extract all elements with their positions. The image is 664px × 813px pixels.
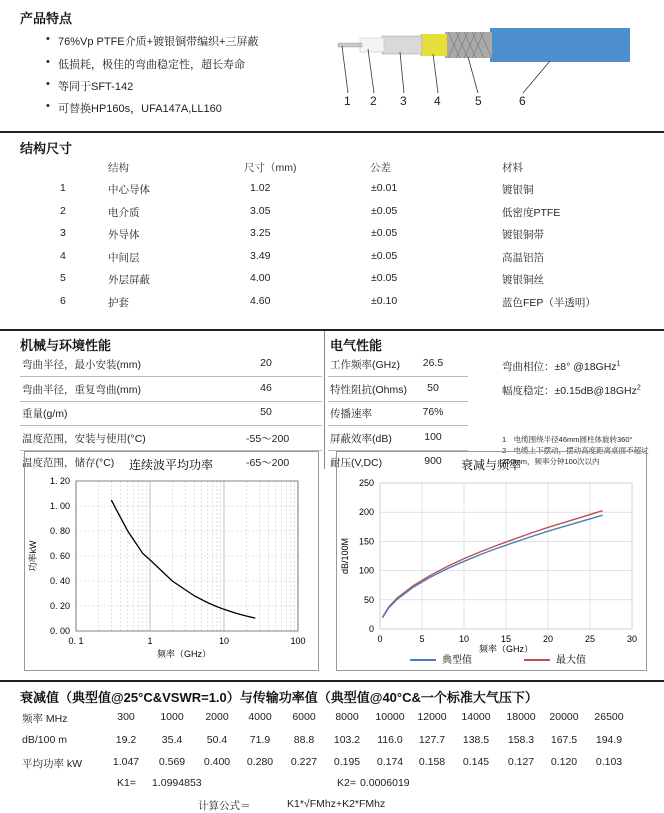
features-title: 产品特点	[20, 11, 73, 26]
k1-label: K1=	[117, 777, 136, 789]
structure-title: 结构尺寸	[20, 141, 73, 156]
y-tick-label: 150	[358, 536, 374, 547]
mech-row-label: 重量(g/m)	[22, 408, 68, 420]
atten-cell: 26500	[594, 711, 624, 723]
elec-row-label: 耐压(V,DC)	[330, 457, 383, 469]
atten-cell: 50.4	[206, 734, 228, 746]
cable-foil	[420, 34, 447, 56]
row-divider	[328, 425, 468, 426]
y-tick-label: 50	[363, 594, 374, 605]
atten-cell: 6000	[292, 711, 316, 723]
feature-bullet: • 可替换HP160s，UFA147A,LL160	[58, 100, 222, 116]
mech-row-value: 50	[260, 406, 272, 418]
elec-row-value: 26.5	[422, 357, 444, 369]
x-axis-label: 频率（GHz）	[156, 649, 212, 659]
atten-cell: 138.5	[462, 734, 490, 746]
x-tick-label: 20	[542, 634, 554, 644]
chart-title: 衰减与频率	[460, 458, 522, 472]
structure-row-size: 4.60	[250, 294, 271, 307]
mechanical-title: 机械与环境性能	[20, 338, 112, 353]
y-tick-label: 100	[358, 565, 374, 576]
atten-cell: 103.2	[333, 734, 361, 746]
structure-row-size: 3.05	[250, 204, 271, 217]
mech-row-label: 弯曲半径，重复弯曲(mm)	[22, 383, 141, 396]
y-tick-label: 1. 00	[49, 501, 70, 511]
row-divider	[328, 376, 468, 377]
mech-row-value: 46	[260, 381, 272, 394]
section-divider	[0, 680, 664, 682]
atten-cell: 14000	[461, 711, 491, 723]
atten-cell: 0.120	[550, 756, 578, 768]
atten-cell: 0.127	[507, 756, 535, 768]
structure-row-name: 护套	[108, 296, 129, 309]
atten-cell: 8000	[335, 711, 359, 723]
layer-number: 3	[400, 94, 407, 108]
structure-row-size: 1.02	[250, 182, 271, 194]
x-tick-label: 10	[218, 636, 230, 646]
mech-row-value: 20	[260, 357, 272, 369]
atten-row-label: 平均功率 kW	[22, 758, 83, 770]
elec-row-value: 76%	[422, 406, 444, 418]
y-tick-label: 0. 80	[49, 526, 70, 536]
legend-label: 最大值	[556, 655, 586, 666]
atten-cell: 1000	[160, 711, 184, 723]
atten-cell: 194.9	[595, 734, 623, 746]
mech-row-label: 温度范围，储存(°C)	[22, 457, 115, 469]
cable-braid	[445, 32, 492, 58]
structure-row-tol: ±0.01	[371, 182, 398, 194]
structure-row-size: 4.00	[250, 272, 271, 284]
atten-cell: 0.195	[333, 756, 361, 768]
section-divider	[0, 329, 664, 331]
footnote-1: 1 电缆围绕半径46mm圆柱体旋转360°	[502, 435, 633, 444]
y-tick-label: 0. 00	[49, 626, 70, 636]
x-tick-label: 0	[377, 634, 383, 644]
elec-row-label: 特性阻抗(Ohms)	[330, 383, 407, 396]
structure-row-material: 镀银铜带	[502, 229, 544, 241]
atten-cell: 0.569	[158, 756, 186, 768]
elec-row-value: 900	[424, 455, 442, 467]
atten-cell: 0.400	[203, 756, 231, 768]
k1-value: 1.0994853	[152, 777, 202, 789]
y-tick-label: 0. 60	[49, 551, 70, 561]
structure-row-no: 2	[60, 204, 66, 217]
k2-label: K2=	[337, 777, 356, 789]
power-chart	[24, 451, 319, 671]
feature-bullet: • 低损耗，极佳的弯曲稳定性，超长寿命	[58, 56, 245, 72]
elec-row-label: 屏蔽效率(dB)	[330, 432, 392, 445]
atten-cell: 71.9	[249, 734, 271, 746]
y-tick-label: 0. 20	[49, 601, 70, 611]
structure-row-material: 镀银铜	[502, 184, 534, 196]
structure-header-tol: 公差	[370, 162, 391, 174]
atten-cell: 0.145	[462, 756, 490, 768]
atten-cell: 0.174	[376, 756, 404, 768]
atten-cell: 0.103	[595, 756, 623, 768]
structure-row-name: 外导体	[108, 229, 140, 241]
structure-row-name: 电介质	[108, 206, 140, 219]
structure-row-tol: ±0.05	[371, 227, 398, 239]
y-tick-label: 200	[358, 507, 374, 518]
structure-row-no: 4	[60, 249, 66, 262]
cable-dielectric	[360, 38, 384, 52]
y-tick-label: 0. 40	[49, 576, 70, 586]
layer-number: 5	[475, 94, 482, 108]
power-series-line	[111, 500, 255, 618]
x-tick-label: 100	[290, 636, 306, 646]
structure-row-material: 蓝色FEP（半透明）	[502, 296, 596, 309]
atten-row-label: dB/100 m	[22, 734, 67, 746]
structure-row-no: 1	[60, 182, 66, 194]
layer-number: 6	[519, 94, 526, 108]
atten-row-label: 频率 MHz	[22, 713, 68, 725]
structure-row-name: 中心导体	[108, 184, 150, 196]
mech-row-value: -65～200	[246, 457, 290, 469]
row-divider	[20, 425, 322, 426]
phase-stability: 弯曲相位：±8° @18GHz$^1$	[502, 360, 621, 373]
structure-header-size: 尺寸（mm)	[244, 162, 297, 174]
feature-bullet: • 76%Vp PTFE介质+镀银铜带编织+三屏蔽	[58, 33, 259, 49]
structure-row-no: 3	[60, 227, 66, 239]
section-divider	[0, 131, 664, 133]
structure-row-material: 低密度PTFE	[502, 206, 561, 219]
attenuation-title: 衰减值（典型值@25°C&VSWR=1.0）与传输功率值（典型值@40°C&一个标准大气压下）	[20, 690, 538, 705]
y-axis-label: dB/100M	[340, 537, 350, 575]
cable-center-conductor	[338, 43, 362, 47]
x-tick-label: 30	[626, 634, 638, 644]
structure-row-size: 3.49	[250, 249, 271, 262]
legend-label: 典型值	[442, 655, 472, 666]
structure-row-no: 6	[60, 294, 66, 307]
cable-jacket	[490, 28, 630, 62]
formula-label: 计算公式＝	[198, 800, 251, 812]
structure-header-name: 结构	[108, 162, 129, 174]
y-tick-label: 1. 20	[49, 476, 70, 486]
feature-bullet: • 等同于SFT-142	[58, 78, 133, 94]
atten-cell: 20000	[549, 711, 579, 723]
structure-row-material: 镀银铜丝	[502, 274, 544, 286]
y-tick-label: 250	[358, 478, 374, 488]
formula: K1*√FMhz+K2*FMhz	[287, 798, 386, 810]
amplitude-stability: 幅度稳定：±0.15dB@18GHz$^2$	[502, 384, 641, 397]
structure-row-material: 高温铝箔	[502, 251, 544, 264]
attenuation-chart	[336, 451, 647, 671]
row-divider	[20, 376, 322, 377]
atten-cell: 0.158	[418, 756, 446, 768]
atten-cell: 127.7	[418, 734, 446, 746]
structure-row-name: 中间层	[108, 251, 140, 264]
chart-title: 连续波平均功率	[128, 458, 214, 472]
layer-number: 2	[370, 94, 377, 108]
row-divider	[328, 401, 468, 402]
atten-cell: 18000	[506, 711, 536, 723]
atten-cell: 10000	[375, 711, 405, 723]
column-divider	[324, 331, 325, 469]
x-tick-label: 15	[500, 634, 512, 644]
x-axis-label: 频率（GHz）	[478, 644, 534, 654]
row-divider	[20, 401, 322, 402]
cable-outer-conductor	[382, 36, 422, 54]
x-tick-label: 1	[147, 636, 153, 646]
atten-cell: 167.5	[550, 734, 578, 746]
elec-row-label: 传播速率	[330, 408, 372, 420]
elec-row-label: 工作频率(GHz)	[330, 359, 400, 371]
atten-cell: 12000	[417, 711, 447, 723]
elec-row-value: 100	[424, 430, 442, 443]
mech-row-label: 温度范围，安装与使用(°C)	[22, 432, 146, 445]
layer-number: 4	[434, 94, 441, 108]
atten-cell: 116.0	[377, 734, 403, 746]
atten-cell: 158.3	[507, 734, 535, 746]
y-axis-label: 功率kW	[28, 540, 38, 572]
atten-cell: 88.8	[293, 734, 315, 746]
mech-row-value: -55～200	[246, 432, 290, 445]
structure-row-tol: ±0.10	[371, 294, 398, 307]
atten-cell: 0.280	[246, 756, 274, 768]
x-tick-label: 0. 1	[68, 636, 84, 646]
atten-cell: 1.047	[112, 756, 140, 768]
x-tick-label: 10	[458, 634, 470, 644]
footnote-2: 2 电缆上下摆动，摆动高度距离桌面不超过	[502, 446, 649, 455]
k2-value: 0.0006019	[360, 777, 410, 789]
structure-row-name: 外层屏蔽	[108, 274, 150, 286]
atten-cell: 4000	[248, 711, 272, 723]
y-tick-label: 0	[368, 624, 374, 634]
x-tick-label: 5	[419, 634, 425, 644]
atten-cell: 0.227	[290, 756, 318, 768]
structure-row-tol: ±0.05	[371, 204, 398, 217]
layer-number: 1	[344, 94, 351, 108]
atten-cell: 2000	[205, 711, 229, 723]
structure-row-size: 3.25	[250, 227, 271, 239]
x-tick-label: 25	[584, 634, 596, 644]
elec-row-value: 50	[427, 381, 439, 394]
footnote-3: 150mm，频率分钟100次以内	[502, 457, 600, 466]
structure-header-material: 材料	[502, 162, 523, 174]
structure-row-tol: ±0.05	[371, 272, 398, 284]
electrical-title: 电气性能	[330, 338, 383, 353]
structure-row-tol: ±0.05	[371, 249, 398, 262]
mech-row-label: 弯曲半径，最小安装(mm)	[22, 359, 141, 371]
atten-cell: 35.4	[161, 734, 183, 746]
atten-cell: 300	[117, 711, 135, 723]
atten-cell: 19.2	[115, 734, 137, 746]
structure-row-no: 5	[60, 272, 66, 284]
